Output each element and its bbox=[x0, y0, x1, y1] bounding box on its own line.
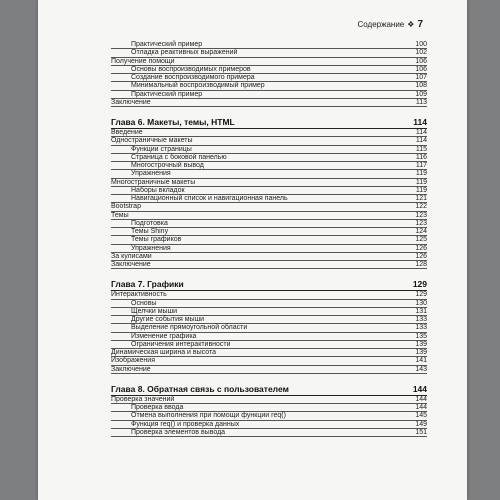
toc-chapter-heading bbox=[111, 277, 427, 291]
toc-underline bbox=[111, 436, 427, 437]
running-header bbox=[358, 19, 424, 30]
toc-entry bbox=[111, 366, 427, 374]
toc-entry-title: Ограничения интерактивности bbox=[131, 340, 231, 348]
toc-entry-page: 107 bbox=[415, 74, 427, 81]
toc-entry bbox=[111, 349, 427, 357]
toc-entry-page: 144 bbox=[415, 404, 427, 411]
toc-entry-title: Темы графиков bbox=[131, 236, 182, 244]
toc-chapter-heading bbox=[111, 115, 427, 129]
toc-entry-title: Глава 6. Макеты, темы, HTML bbox=[111, 117, 235, 127]
toc-entry-page: 139 bbox=[415, 349, 427, 356]
table-of-contents bbox=[111, 41, 427, 437]
toc-entry-page: 113 bbox=[415, 98, 427, 106]
toc-entry-page: 122 bbox=[415, 203, 427, 211]
toc-entry-page: 141 bbox=[415, 357, 427, 365]
chapter-spacer bbox=[111, 269, 427, 277]
toc-entry bbox=[111, 162, 427, 170]
book-page bbox=[38, 0, 467, 500]
toc-entry bbox=[111, 170, 427, 178]
toc-entry bbox=[111, 99, 427, 107]
toc-entry-title: Создание воспроизводимого примера bbox=[131, 74, 255, 81]
toc-entry-page: 131 bbox=[415, 307, 427, 315]
toc-entry bbox=[111, 236, 427, 244]
toc-entry-title: Интерактивность bbox=[111, 291, 167, 299]
toc-entry-page: 144 bbox=[415, 395, 427, 403]
toc-entry-page: 133 bbox=[415, 316, 427, 323]
toc-entry bbox=[111, 82, 427, 90]
toc-entry-page: 106 bbox=[415, 57, 427, 65]
toc-entry-page: 133 bbox=[415, 324, 427, 332]
toc-entry-page: 144 bbox=[412, 383, 427, 394]
toc-entry bbox=[111, 291, 427, 299]
toc-entry-title: Отмена выполнения при помощи функции req() bbox=[131, 412, 286, 420]
toc-entry-title: Упражнения bbox=[131, 170, 171, 178]
toc-entry bbox=[111, 412, 427, 420]
toc-entry bbox=[111, 228, 427, 236]
toc-entry-title: Многостраничные макеты bbox=[111, 178, 196, 186]
toc-entry-title: За кулисами bbox=[111, 252, 152, 260]
toc-entry-title: Наборы вкладок bbox=[131, 186, 185, 194]
toc-entry-page: 114 bbox=[415, 129, 427, 136]
toc-entry bbox=[111, 429, 427, 437]
toc-entry-title: Проверка элементов вывода bbox=[131, 428, 226, 436]
toc-entry-page: 126 bbox=[415, 244, 427, 252]
toc-entry bbox=[111, 41, 427, 49]
toc-entry-page: 126 bbox=[415, 252, 427, 260]
toc-entry-title: Заключение bbox=[111, 261, 151, 268]
toc-entry-page: 149 bbox=[415, 420, 427, 428]
toc-entry bbox=[111, 66, 427, 74]
toc-chapter-heading bbox=[111, 382, 427, 396]
toc-entry-title: Практический пример bbox=[131, 41, 203, 48]
toc-entry-page: 123 bbox=[415, 211, 427, 219]
toc-entry-title: Получение помощи bbox=[111, 57, 175, 65]
toc-entry-page: 130 bbox=[415, 299, 427, 307]
toc-entry bbox=[111, 341, 427, 349]
toc-entry-page: 119 bbox=[415, 178, 427, 186]
toc-entry-page: 109 bbox=[415, 90, 427, 98]
toc-entry bbox=[111, 300, 427, 308]
toc-entry bbox=[111, 195, 427, 203]
toc-entry-page: 123 bbox=[415, 219, 427, 227]
toc-entry bbox=[111, 396, 427, 404]
toc-entry-page: 106 bbox=[415, 65, 427, 73]
toc-entry bbox=[111, 137, 427, 145]
toc-entry bbox=[111, 212, 427, 220]
toc-entry bbox=[111, 245, 427, 253]
toc-entry-page: 114 bbox=[413, 117, 427, 127]
toc-entry-page: 143 bbox=[415, 365, 427, 373]
toc-entry-page: 124 bbox=[415, 228, 427, 235]
toc-entry bbox=[111, 324, 427, 332]
toc-entry-page: 121 bbox=[415, 195, 427, 202]
toc-entry bbox=[111, 404, 427, 412]
toc-entry bbox=[111, 308, 427, 316]
toc-entry bbox=[111, 253, 427, 261]
toc-entry bbox=[111, 129, 427, 137]
toc-entry-title: Минимальный воспроизводимый пример bbox=[131, 82, 265, 90]
toc-entry-title: Подготовка bbox=[131, 219, 168, 227]
toc-entry-page: 135 bbox=[415, 332, 427, 340]
toc-entry-page: 139 bbox=[415, 340, 427, 348]
toc-entry-title: Глава 8. Обратная связь с пользователем bbox=[111, 383, 289, 394]
toc-entry-page: 128 bbox=[415, 261, 427, 268]
toc-entry-page: 125 bbox=[415, 236, 427, 244]
toc-entry-title: Темы bbox=[111, 211, 129, 219]
toc-entry bbox=[111, 49, 427, 57]
toc-underline bbox=[111, 106, 427, 107]
toc-entry-title: Темы Shiny bbox=[131, 228, 169, 235]
toc-entry bbox=[111, 179, 427, 187]
toc-entry-title: Функция req() и проверка данных bbox=[131, 420, 240, 428]
toc-entry-page: 129 bbox=[415, 291, 427, 299]
toc-entry bbox=[111, 146, 427, 154]
toc-entry-title: Практический пример bbox=[131, 90, 203, 98]
toc-entry-title: Основы bbox=[131, 299, 157, 307]
toc-entry-title: Выделение прямоугольной области bbox=[131, 324, 248, 332]
chapter-spacer bbox=[111, 374, 427, 382]
toc-entry-page: 114 bbox=[415, 137, 427, 145]
toc-entry-title: Многострочный вывод bbox=[131, 162, 204, 169]
toc-entry bbox=[111, 261, 427, 269]
toc-entry-title: Функции страницы bbox=[131, 145, 192, 153]
toc-entry-page: 119 bbox=[415, 186, 427, 194]
toc-entry bbox=[111, 187, 427, 195]
toc-entry-title: Проверка значений bbox=[111, 395, 175, 403]
toc-entry-title: Глава 7. Графики bbox=[111, 279, 184, 290]
toc-underline bbox=[111, 268, 427, 269]
toc-entry bbox=[111, 357, 427, 365]
toc-entry-page: 151 bbox=[415, 428, 427, 436]
toc-entry-page: 119 bbox=[415, 170, 427, 178]
toc-entry-page: 115 bbox=[415, 145, 427, 153]
toc-entry-title: Щелчки мыши bbox=[131, 307, 178, 315]
toc-entry bbox=[111, 421, 427, 429]
diamond-ornament-icon: ❖ bbox=[407, 20, 415, 29]
toc-entry-page: 116 bbox=[415, 153, 427, 161]
toc-entry-page: 100 bbox=[415, 41, 427, 48]
toc-entry-page: 102 bbox=[415, 49, 427, 57]
toc-entry bbox=[111, 74, 427, 82]
toc-entry-title: Отладка реактивных выражений bbox=[131, 49, 238, 57]
toc-entry-title: Введение bbox=[111, 129, 143, 136]
toc-entry-page: 108 bbox=[415, 82, 427, 90]
toc-entry bbox=[111, 58, 427, 66]
toc-entry-title: Заключение bbox=[111, 98, 151, 106]
toc-entry-page: 129 bbox=[412, 279, 427, 290]
toc-entry-title: Другие события мыши bbox=[131, 316, 205, 323]
toc-entry-page: 117 bbox=[415, 162, 427, 169]
toc-entry-title: Навигационный список и навигационная панель bbox=[131, 195, 288, 202]
toc-entry-title: Проверка ввода bbox=[131, 404, 184, 411]
toc-entry bbox=[111, 316, 427, 324]
toc-underline bbox=[111, 373, 427, 374]
toc-entry-title: Заключение bbox=[111, 365, 151, 373]
toc-entry-title: Основы воспроизводимых примеров bbox=[131, 65, 251, 73]
toc-entry bbox=[111, 220, 427, 228]
toc-entry bbox=[111, 91, 427, 99]
toc-entry-title: Страница с боковой панелью bbox=[131, 153, 227, 161]
toc-entry bbox=[111, 154, 427, 162]
chapter-spacer bbox=[111, 107, 427, 115]
header-label: Содержание bbox=[357, 20, 405, 29]
toc-entry-title: Изменение графика bbox=[131, 332, 197, 340]
toc-entry-title: Изображения bbox=[111, 357, 155, 365]
toc-entry-title: Упражнения bbox=[131, 244, 171, 252]
toc-entry-page: 145 bbox=[415, 412, 427, 420]
toc-entry bbox=[111, 203, 427, 211]
toc-entry-title: Динамическая ширина и высота bbox=[111, 349, 216, 356]
page-number: 7 bbox=[417, 19, 423, 30]
toc-entry-title: Одностраничные макеты bbox=[111, 137, 193, 145]
toc-entry bbox=[111, 333, 427, 341]
toc-entry-title: Bootstrap bbox=[111, 203, 141, 211]
